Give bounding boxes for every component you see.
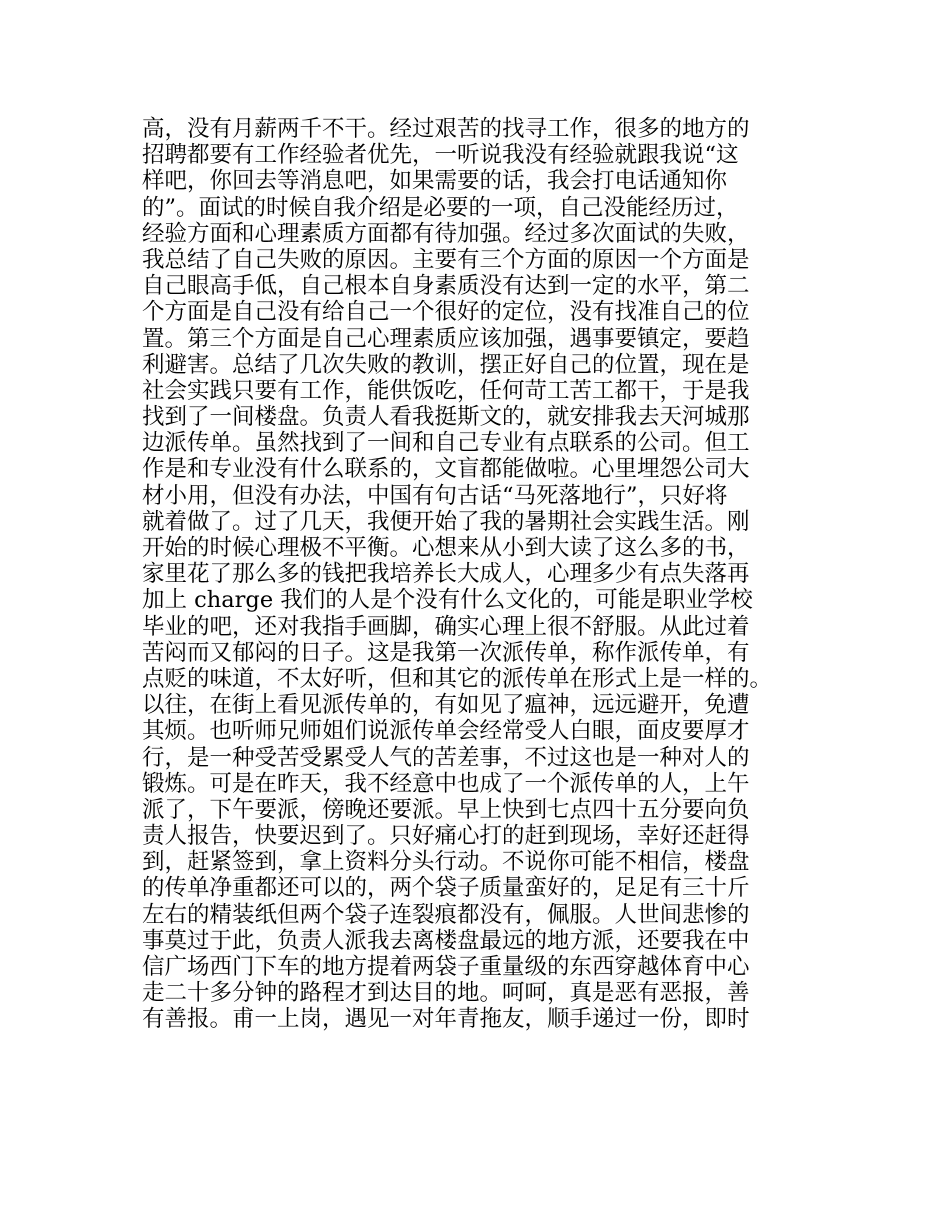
text-line: 材小用，但没有办法，中国有句古话“马死落地行”，只好将: [142, 482, 728, 509]
text-line: 开始的时候心理极不平衡。心想来从小到大读了这么多的书，: [142, 535, 750, 561]
text-line: 点贬的味道，不太好听，但和其它的派传单在形式上是一样的。: [142, 665, 773, 692]
text-line: 的”。面试的时候自我介绍是必要的一项，自己没能经历过，: [142, 194, 739, 221]
text-line: 作是和专业没有什么联系的，文盲都能做啦。心里埋怨公司大: [142, 456, 750, 483]
text-line: 毕业的吧，还对我指手画脚，确实心理上很不舒服。从此过着: [142, 613, 750, 640]
text-line: 经验方面和心理素质方面都有待加强。经过多次面试的失败，: [142, 220, 750, 247]
text-line: 我总结了自己失败的原因。主要有三个方面的原因一个方面是: [142, 246, 750, 273]
text-line: 利避害。总结了几次失败的教训，摆正好自己的位置，现在是: [142, 351, 750, 378]
text-line: 样吧，你回去等消息吧，如果需要的话，我会打电话通知你: [142, 168, 728, 195]
text-line: 走二十多分钟的路程才到达目的地。呵呵，真是恶有恶报，善: [142, 980, 750, 1007]
text-line: 责人报告，快要迟到了。只好痛心打的赶到现场，幸好还赶得: [142, 823, 750, 850]
text-line: 边派传单。虽然找到了一间和自己专业有点联系的公司。但工: [142, 430, 750, 457]
text-line: 苦闷而又郁闷的日子。这是我第一次派传单，称作派传单，有: [142, 639, 750, 666]
text-line: 派了，下午要派，傍晚还要派。早上快到七点四十五分要向负: [142, 796, 750, 823]
text-line: 的传单净重都还可以的，两个袋子质量蛮好的，足足有三十斤: [142, 875, 750, 902]
text-line: 家里花了那么多的钱把我培养长大成人，心理多少有点失落再: [142, 561, 750, 588]
text-line: 信广场西门下车的地方提着两袋子重量级的东西穿越体育中心: [142, 954, 750, 980]
body-text: [142, 116, 832, 1033]
text-line: 高，没有月薪两千不干。经过艰苦的找寻工作，很多的地方的: [142, 116, 750, 142]
text-line: 锻炼。可是在昨天，我不经意中也成了一个派传单的人，上午: [142, 770, 750, 797]
text-line: 个方面是自己没有给自己一个很好的定位，没有找准自己的位: [142, 299, 750, 326]
text-line: 找到了一间楼盘。负责人看我挺斯文的，就安排我去天河城那: [142, 404, 750, 431]
text-line: 行，是一种受苦受累受人气的苦差事，不过这也是一种对人的: [142, 744, 750, 771]
text-line: 就着做了。过了几天，我便开始了我的暑期社会实践生活。刚: [142, 508, 750, 535]
text-line: 社会实践只要有工作，能供饭吃，任何苛工苦工都干，于是我: [142, 377, 750, 404]
text-line: 置。第三个方面是自己心理素质应该加强，遇事要镇定，要趋: [142, 325, 750, 352]
text-line: 加上 charge 我们的人是个没有什么文化的，可能是职业学校: [142, 587, 753, 614]
text-line: 事莫过于此，负责人派我去离楼盘最远的地方派，还要我在中: [142, 927, 750, 954]
text-line: 左右的精装纸但两个袋子连裂痕都没有，佩服。人世间悲惨的: [142, 901, 750, 928]
text-line: 以往，在街上看见派传单的，有如见了瘟神，远远避开，免遭: [142, 692, 750, 719]
text-line: 有善报。甫一上岗，遇见一对年青拖友，顺手递过一份，即时: [142, 1006, 750, 1033]
text-line: 其烦。也听师兄师姐们说派传单会经常受人白眼，面皮要厚才: [142, 718, 750, 745]
text-line: 招聘都要有工作经验者优先，一听说我没有经验就跟我说“这: [142, 142, 739, 169]
text-line: 到，赶紧签到，拿上资料分头行动。不说你可能不相信，楼盘: [142, 849, 750, 876]
text-line: 自己眼高手低，自己根本自身素质没有达到一定的水平，第二: [142, 273, 750, 300]
